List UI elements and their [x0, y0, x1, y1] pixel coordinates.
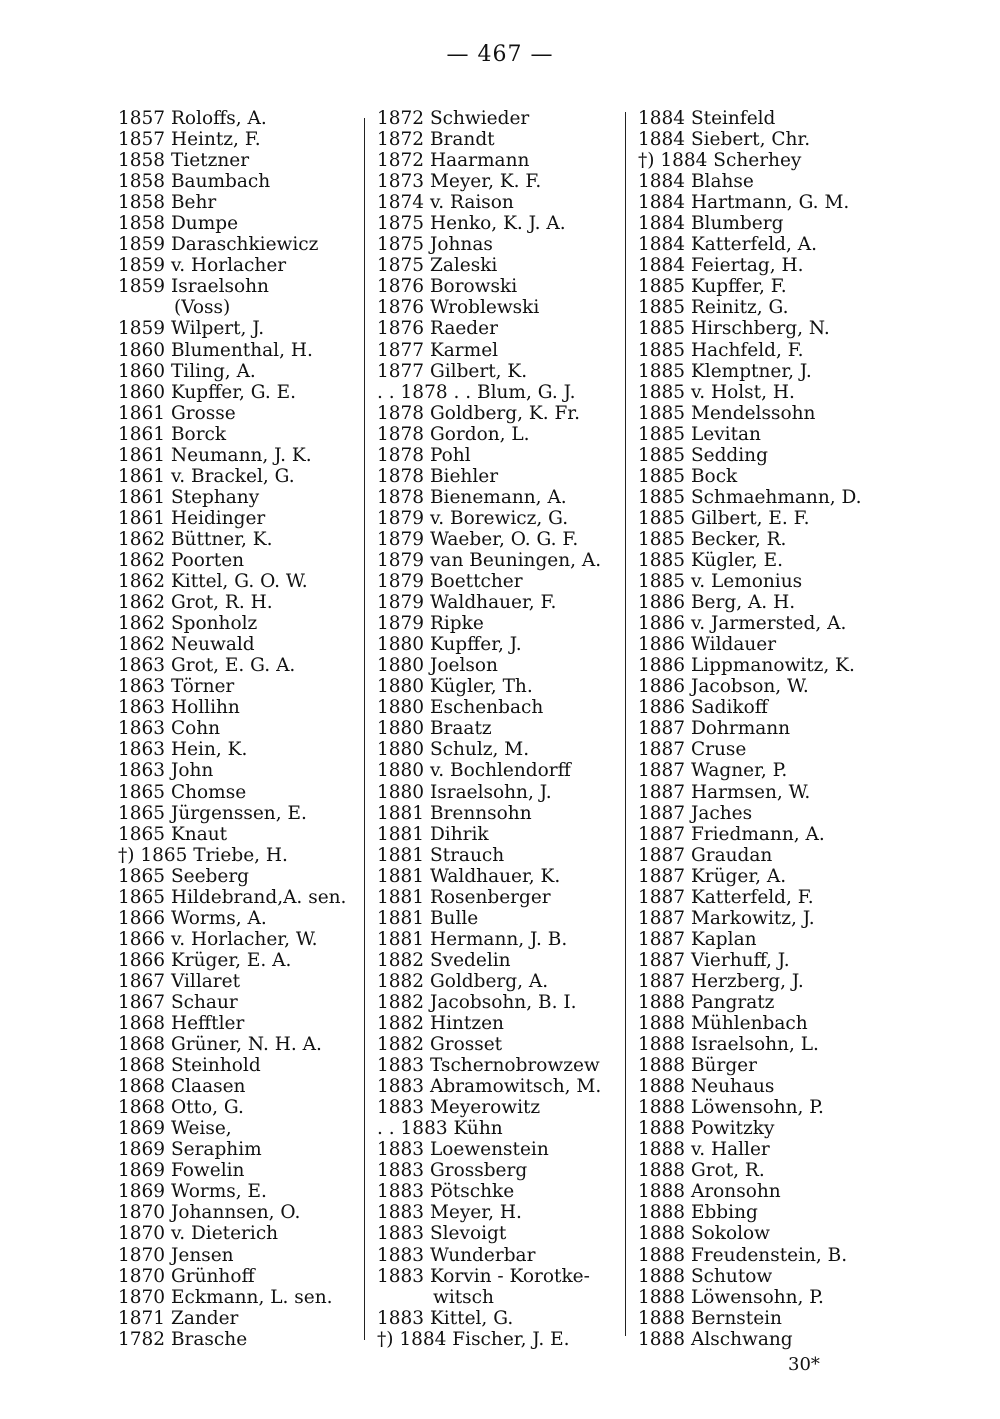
register-entry: 1885 Mendelssohn — [638, 402, 816, 424]
register-entry: 1881 Dihrik — [377, 823, 489, 845]
register-entry: 1888 Löwensohn, P. — [638, 1097, 824, 1119]
register-entry: 1872 Schwieder — [377, 108, 530, 129]
register-entry: 1859 Daraschkiewicz — [118, 234, 319, 256]
register-entry: 1871 Zander — [118, 1307, 239, 1329]
register-entry: 1878 Bienemann, A. — [377, 486, 567, 508]
register-entry: 1884 Blahse — [638, 171, 754, 193]
register-entry: 1875 Johnas — [377, 234, 493, 256]
register-entry: 1880 Schulz, M. — [377, 739, 530, 761]
register-entry: 1872 Haarmann — [377, 150, 530, 172]
register-entry: 1860 Kupffer, G. E. — [118, 381, 297, 403]
register-entry: 1883 Korvin - Korotke- — [377, 1265, 590, 1287]
register-entry: 1888 Aronsohn — [638, 1181, 781, 1203]
column-divider-2 — [625, 112, 626, 1336]
register-entry: 1879 Boettcher — [377, 571, 523, 593]
register-entry: 1881 Rosenberger — [377, 886, 551, 908]
register-entry: 1862 Kittel, G. O. W. — [118, 571, 308, 593]
register-entry: 1873 Meyer, K. F. — [377, 171, 542, 193]
register-entry: 1885 Gilbert, E. F. — [638, 507, 810, 529]
register-entry: 1888 Schutow — [638, 1265, 773, 1287]
register-entry: 1875 Zaleski — [377, 255, 498, 277]
register-entry: 1858 Behr — [118, 192, 217, 214]
register-entry: 1782 Brasche — [118, 1328, 248, 1350]
register-entry: 1884 Blumberg — [638, 213, 784, 235]
register-column-3 — [638, 108, 888, 1350]
register-entry: 1876 Wroblewski — [377, 297, 540, 319]
register-entry: 1888 Bernstein — [638, 1307, 782, 1329]
register-entry: 1868 Hefftler — [118, 1013, 245, 1035]
register-entry: 1883 Grossberg — [377, 1160, 528, 1182]
register-entry: 1885 Schmaehmann, D. — [638, 486, 862, 508]
register-entry: 1878 Goldberg, K. Fr. — [377, 402, 580, 424]
register-entry: 1859 v. Horlacher — [118, 255, 287, 277]
register-entry: 1888 Pangratz — [638, 991, 775, 1013]
register-entry: 1859 Wilpert, J. — [118, 318, 265, 340]
register-entry: (Voss) — [174, 297, 231, 319]
register-entry: 1863 Hollihn — [118, 697, 240, 719]
register-entry: 1861 Grosse — [118, 402, 236, 424]
register-entry: 1880 Joelson — [377, 655, 498, 677]
register-entry: 1888 Grot, R. — [638, 1160, 765, 1182]
register-entry: 1885 Hirschberg, N. — [638, 318, 830, 340]
register-entry: 1887 Jaches — [638, 802, 753, 824]
register-column-2 — [377, 108, 627, 1350]
register-entry: 1857 Heintz, F. — [118, 129, 261, 151]
register-entry: 1874 v. Raison — [377, 192, 514, 214]
register-entry: 1885 v. Lemonius — [638, 571, 803, 593]
register-entry: 1865 Knaut — [118, 823, 228, 845]
register-entry: 1879 Waldhauer, F. — [377, 592, 557, 614]
register-entry: 1882 Hintzen — [377, 1013, 504, 1035]
register-entry: 1866 Worms, A. — [118, 907, 267, 929]
register-entry: 1884 Katterfeld, A. — [638, 234, 818, 256]
register-entry: 1888 Ebbing — [638, 1202, 758, 1224]
register-entry: 1862 Büttner, K. — [118, 528, 273, 550]
register-entry: 1863 Grot, E. G. A. — [118, 655, 296, 677]
register-entry: 1865 Chomse — [118, 781, 247, 803]
register-entry: 1861 Neumann, J. K. — [118, 444, 312, 466]
register-entry: 1883 Loewenstein — [377, 1139, 549, 1161]
column-divider-1 — [364, 118, 365, 1340]
register-column-1 — [118, 108, 364, 1350]
register-entry: 1870 v. Dieterich — [118, 1223, 279, 1245]
register-entry: 1860 Blumenthal, H. — [118, 339, 313, 361]
register-entry: 1887 Harmsen, W. — [638, 781, 811, 803]
register-entry: 1883 Slevoigt — [377, 1223, 507, 1245]
register-entry: 1877 Karmel — [377, 339, 499, 361]
page-number: — 467 — — [446, 42, 554, 67]
register-entry: 1881 Waldhauer, K. — [377, 865, 561, 887]
register-entry: 1888 Alschwang — [638, 1328, 793, 1350]
register-entry: 1876 Borowski — [377, 276, 518, 298]
register-entry: 1887 Dohrmann — [638, 718, 791, 740]
register-entry: 1887 Graudan — [638, 844, 773, 866]
register-entry: 1884 Steinfeld — [638, 108, 776, 129]
register-entry: 1868 Grüner, N. H. A. — [118, 1034, 322, 1056]
register-entry: 1875 Henko, K. J. A. — [377, 213, 566, 235]
register-entry: 1885 Levitan — [638, 423, 761, 445]
register-entry: 1859 Israelsohn — [118, 276, 269, 298]
register-entry: 1883 Pötschke — [377, 1181, 515, 1203]
register-entry: witsch — [433, 1286, 494, 1308]
register-entry: 1883 Wunderbar — [377, 1244, 536, 1266]
register-entry: 1885 Bock — [638, 465, 738, 487]
register-entry: 1865 Hildebrand,A. sen. — [118, 886, 347, 908]
register-entry: 1880 v. Bochlendorff — [377, 760, 571, 782]
register-entry: 1888 v. Haller — [638, 1139, 770, 1161]
register-entry: 1888 Mühlenbach — [638, 1013, 808, 1035]
register-entry: 1861 Heidinger — [118, 507, 266, 529]
register-entry: 1857 Roloffs, A. — [118, 108, 267, 129]
register-entry: 1888 Freudenstein, B. — [638, 1244, 848, 1266]
register-entry: 1863 John — [118, 760, 214, 782]
register-entry: 1880 Eschenbach — [377, 697, 544, 719]
register-entry: 1883 Tschernobrowzew — [377, 1055, 600, 1077]
register-entry: 1880 Israelsohn, J. — [377, 781, 552, 803]
register-entry: 1885 Becker, R. — [638, 528, 787, 550]
register-entry: 1883 Abramowitsch, M. — [377, 1076, 602, 1098]
register-entry: 1860 Tiling, A. — [118, 360, 256, 382]
register-entry: 1886 Sadikoff — [638, 697, 768, 719]
register-entry: 1863 Törner — [118, 676, 235, 698]
register-entry: 1863 Hein, K. — [118, 739, 248, 761]
register-entry: †) 1884 Fischer, J. E. — [377, 1328, 570, 1350]
register-entry: 1862 Poorten — [118, 549, 245, 571]
register-entry: 1865 Seeberg — [118, 865, 250, 887]
register-entry: 1870 Grünhoff — [118, 1265, 255, 1287]
register-entry: 1887 Katterfeld, F. — [638, 886, 814, 908]
register-entry: 1858 Baumbach — [118, 171, 271, 193]
register-entry: 1876 Raeder — [377, 318, 498, 340]
register-entry: 1868 Claasen — [118, 1076, 246, 1098]
register-entry: †) 1865 Triebe, H. — [118, 844, 288, 866]
register-entry: 1862 Grot, R. H. — [118, 592, 273, 614]
register-entry: 1869 Worms, E. — [118, 1181, 267, 1203]
register-entry: 1886 Jacobson, W. — [638, 676, 809, 698]
register-entry: 1867 Schaur — [118, 991, 238, 1013]
register-entry: 1888 Israelsohn, L. — [638, 1034, 819, 1056]
register-entry: 1887 Markowitz, J. — [638, 907, 815, 929]
register-entry: 1863 Cohn — [118, 718, 221, 740]
register-entry: 1883 Meyerowitz — [377, 1097, 541, 1119]
register-entry: 1887 Wagner, P. — [638, 760, 788, 782]
register-entry: 1866 Krüger, E. A. — [118, 949, 292, 971]
register-entry: 1880 Kügler, Th. — [377, 676, 533, 698]
register-entry: 1879 Ripke — [377, 613, 484, 635]
register-entry: 1872 Brandt — [377, 129, 495, 151]
register-entry: 1868 Otto, G. — [118, 1097, 244, 1119]
register-entry: 1886 Berg, A. H. — [638, 592, 796, 614]
register-entry: 1880 Braatz — [377, 718, 492, 740]
register-entry: 1885 Kupffer, F. — [638, 276, 787, 298]
register-entry: 1858 Dumpe — [118, 213, 239, 235]
register-entry: 1886 Lippmanowitz, K. — [638, 655, 855, 677]
register-entry: 1886 v. Jarmersted, A. — [638, 613, 847, 635]
register-entry: 1881 Strauch — [377, 844, 505, 866]
register-entry: 1861 v. Brackel, G. — [118, 465, 295, 487]
register-entry: 1887 Vierhuff, J. — [638, 949, 790, 971]
register-entry: 1879 Waeber, O. G. F. — [377, 528, 579, 550]
register-entry: 1883 Meyer, H. — [377, 1202, 522, 1224]
register-entry: 1878 Biehler — [377, 465, 499, 487]
register-entry: 1866 v. Horlacher, W. — [118, 928, 318, 950]
register-entry: 1882 Jacobsohn, B. I. — [377, 991, 577, 1013]
register-entry: 1888 Löwensohn, P. — [638, 1286, 824, 1308]
register-entry: . . 1878 . . Blum, G. J. — [377, 381, 576, 403]
register-entry: 1867 Villaret — [118, 970, 241, 992]
register-entry: 1862 Neuwald — [118, 634, 255, 656]
register-entry: 1869 Seraphim — [118, 1139, 262, 1161]
register-entry: 1862 Sponholz — [118, 613, 258, 635]
register-entry: 1881 Brennsohn — [377, 802, 532, 824]
register-entry: 1858 Tietzner — [118, 150, 250, 172]
register-entry: 1879 v. Borewicz, G. — [377, 507, 569, 529]
register-entry: 1882 Goldberg, A. — [377, 970, 549, 992]
register-entry: 1887 Krüger, A. — [638, 865, 787, 887]
register-entry: 1884 Hartmann, G. M. — [638, 192, 850, 214]
register-entry: 1880 Kupffer, J. — [377, 634, 522, 656]
register-entry: 1878 Gordon, L. — [377, 423, 530, 445]
register-entry: 1870 Eckmann, L. sen. — [118, 1286, 333, 1308]
register-entry: 1884 Siebert, Chr. — [638, 129, 811, 151]
register-entry: 1868 Steinhold — [118, 1055, 261, 1077]
register-entry: 1883 Kittel, G. — [377, 1307, 514, 1329]
register-entry: 1878 Pohl — [377, 444, 471, 466]
register-entry: 1885 Hachfeld, F. — [638, 339, 804, 361]
register-entry: 1885 Klemptner, J. — [638, 360, 812, 382]
register-entry: 1885 Kügler, E. — [638, 549, 783, 571]
register-entry: 1881 Hermann, J. B. — [377, 928, 568, 950]
register-entry: . . 1883 Kühn — [377, 1118, 503, 1140]
register-entry: 1869 Fowelin — [118, 1160, 245, 1182]
register-entry: 1888 Bürger — [638, 1055, 757, 1077]
register-entry: 1885 Reinitz, G. — [638, 297, 789, 319]
register-entry: 1882 Svedelin — [377, 949, 511, 971]
register-entry: 1887 Cruse — [638, 739, 747, 761]
register-entry: 1885 Sedding — [638, 444, 768, 466]
register-entry: 1882 Grosset — [377, 1034, 503, 1056]
register-entry: 1887 Herzberg, J. — [638, 970, 804, 992]
register-entry: 1861 Borck — [118, 423, 227, 445]
signature-mark: 30* — [788, 1354, 820, 1375]
register-entry: 1865 Jürgenssen, E. — [118, 802, 307, 824]
register-entry: 1887 Friedmann, A. — [638, 823, 825, 845]
register-entry: 1870 Jensen — [118, 1244, 234, 1266]
register-entry: 1888 Sokolow — [638, 1223, 771, 1245]
register-entry: 1885 v. Holst, H. — [638, 381, 795, 403]
register-entry: 1870 Johannsen, O. — [118, 1202, 301, 1224]
register-entry: 1881 Bulle — [377, 907, 479, 929]
register-entry: 1869 Weise, — [118, 1118, 232, 1140]
register-entry: 1879 van Beuningen, A. — [377, 549, 602, 571]
register-entry: 1887 Kaplan — [638, 928, 757, 950]
register-entry: 1886 Wildauer — [638, 634, 777, 656]
register-entry: 1888 Neuhaus — [638, 1076, 775, 1098]
register-entry: †) 1884 Scherhey — [638, 150, 802, 172]
register-entry: 1884 Feiertag, H. — [638, 255, 804, 277]
register-entry: 1888 Powitzky — [638, 1118, 775, 1140]
register-entry: 1877 Gilbert, K. — [377, 360, 528, 382]
register-entry: 1861 Stephany — [118, 486, 260, 508]
